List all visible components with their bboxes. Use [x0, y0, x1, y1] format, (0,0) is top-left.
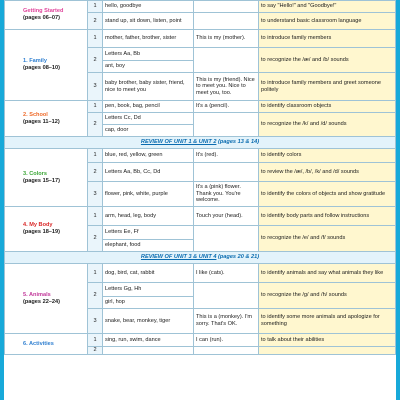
review-cell: [5, 252, 396, 264]
lesson-number: 1: [88, 30, 103, 48]
vocabulary-cell: Letters Ee, Ff: [103, 226, 194, 240]
lesson-number: 1: [88, 101, 103, 113]
vocabulary-cell: Letters Aa, Bb: [103, 48, 194, 61]
vocabulary-cell: sing, run, swim, dance: [103, 334, 194, 347]
structure-cell: It's (red).: [194, 149, 259, 163]
table-row: [5, 207, 396, 226]
vocabulary-cell: cap, door: [103, 125, 194, 137]
review-title: REVIEW OF UNIT 3 & UNIT 4: [140, 254, 217, 261]
unit-cell-colors: [5, 149, 88, 207]
lesson-number: 1: [88, 264, 103, 283]
structure-cell: [194, 283, 259, 309]
lesson-number: 2: [88, 226, 103, 252]
unit-name: 4. My Body: [23, 222, 53, 229]
review-row: [5, 252, 396, 264]
unit-cell-animals: [5, 264, 88, 334]
unit-name: 1. Family: [23, 58, 47, 65]
structure-cell: [194, 347, 259, 355]
vocabulary-cell: [103, 347, 194, 355]
structure-cell: This is a (monkey). I'm sorry. That's OK.: [194, 309, 259, 334]
objective-cell: to recognize the /æ/ and /b/ sounds: [259, 48, 396, 73]
vocabulary-cell: pen, book, bag, pencil: [103, 101, 194, 113]
review-cell: [5, 137, 396, 149]
table-row: [5, 334, 396, 347]
vocabulary-cell: Letters Aa, Bb, Cc, Dd: [103, 163, 194, 182]
objective-cell: to introduce family members and greet someone politely: [259, 73, 396, 101]
table-row: [5, 264, 396, 283]
vocabulary-cell: hello, goodbye: [103, 1, 194, 13]
structure-cell: This is my (friend). Nice to meet you. Nice to meet you, too.: [194, 73, 259, 101]
vocabulary-cell: Letters Cc, Dd: [103, 113, 194, 125]
structure-cell: [194, 163, 259, 182]
objective-cell: to review the /æ/, /b/, /k/ and /d/ sounds: [259, 163, 396, 182]
table-row: [5, 101, 396, 113]
objective-cell: to identify animals and say what animals they like: [259, 264, 396, 283]
unit-cell-activities: [5, 334, 88, 355]
unit-name: Getting Started: [23, 8, 64, 15]
objective-cell: to introduce family members: [259, 30, 396, 48]
unit-pages: (pages 11–12): [23, 118, 60, 125]
vocabulary-cell: ant, boy: [103, 61, 194, 73]
unit-pages: (pages 15–17): [23, 177, 61, 184]
structure-cell: It's a (pink) flower. Thank you. You're welcome.: [194, 182, 259, 207]
review-pages: (pages 13 & 14): [218, 139, 260, 146]
objective-cell: to recognize the /e/ and /f/ sounds: [259, 226, 396, 252]
structure-cell: I like (cats).: [194, 264, 259, 283]
lesson-number: 2: [88, 48, 103, 73]
lesson-number: 1: [88, 149, 103, 163]
vocabulary-cell: mother, father, brother, sister: [103, 30, 194, 48]
lesson-number: 3: [88, 73, 103, 101]
vocabulary-cell: stand up, sit down, listen, point: [103, 13, 194, 30]
lesson-number: 3: [88, 309, 103, 334]
review-row: [5, 137, 396, 149]
objective-cell: to identify the colors of objects and show gratitude: [259, 182, 396, 207]
lesson-number: 1: [88, 207, 103, 226]
unit-cell-mybody: [5, 207, 88, 252]
lesson-number: 2: [88, 163, 103, 182]
unit-pages: (pages 22–24): [23, 298, 61, 305]
unit-cell-family: [5, 30, 88, 101]
unit-name: 3. Colors: [23, 170, 47, 177]
objective-cell: to talk about their abilities: [259, 334, 396, 347]
syllabus-table: [4, 0, 396, 355]
unit-name: 5. Animals: [23, 291, 51, 298]
structure-cell: Touch your (head).: [194, 207, 259, 226]
vocabulary-cell: elephant, food: [103, 240, 194, 252]
structure-cell: [194, 1, 259, 13]
unit-pages: (pages 08–10): [23, 65, 61, 71]
vocabulary-cell: blue, red, yellow, green: [103, 149, 194, 163]
table-row: [5, 30, 396, 48]
structure-cell: [194, 13, 259, 30]
vocabulary-cell: girl, hop: [103, 297, 194, 309]
vocabulary-cell: arm, head, leg, body: [103, 207, 194, 226]
unit-name: 6. Activities: [23, 340, 54, 347]
vocabulary-cell: dog, bird, cat, rabbit: [103, 264, 194, 283]
objective-cell: to recognize the /k/ and /d/ sounds: [259, 113, 396, 137]
vocabulary-cell: snake, bear, monkey, tiger: [103, 309, 194, 334]
lesson-number: 1: [88, 334, 103, 347]
structure-cell: It's a (pencil).: [194, 101, 259, 113]
review-title: REVIEW OF UNIT 1 & UNIT 2: [140, 139, 217, 146]
objective-cell: [259, 347, 396, 355]
objective-cell: to identify colors: [259, 149, 396, 163]
lesson-number: 1: [88, 1, 103, 13]
structure-cell: This is my (mother).: [194, 30, 259, 48]
objective-cell: to identify classroom objects: [259, 101, 396, 113]
unit-pages: (pages 06–07): [23, 15, 61, 21]
table-row: [5, 1, 396, 13]
structure-cell: I can (run).: [194, 334, 259, 347]
structure-cell: [194, 48, 259, 73]
structure-cell: [194, 226, 259, 252]
objective-cell: to identify some more animals and apologize for something: [259, 309, 396, 334]
lesson-number: 2: [88, 113, 103, 137]
objective-cell: to say "Hello!" and "Goodbye!": [259, 1, 396, 13]
unit-pages: (pages 18–19): [23, 229, 61, 235]
lesson-number: 2: [88, 347, 103, 355]
vocabulary-cell: baby brother, baby sister, friend, nice to meet you: [103, 73, 194, 101]
review-pages: (pages 20 & 21): [218, 254, 260, 261]
unit-cell-school: [5, 101, 88, 137]
unit-cell-getting-started: [5, 1, 88, 30]
lesson-number: 2: [88, 13, 103, 30]
vocabulary-cell: flower, pink, white, purple: [103, 182, 194, 207]
vocabulary-cell: Letters Gg, Hh: [103, 283, 194, 297]
structure-cell: [194, 113, 259, 137]
objective-cell: to understand basic classroom language: [259, 13, 396, 30]
unit-name: 2. School: [23, 111, 48, 118]
lesson-number: 3: [88, 182, 103, 207]
table-row: [5, 149, 396, 163]
objective-cell: to identify body parts and follow instructions: [259, 207, 396, 226]
syllabus-table-container: [4, 0, 396, 400]
objective-cell: to recognize the /g/ and /h/ sounds: [259, 283, 396, 309]
lesson-number: 2: [88, 283, 103, 309]
